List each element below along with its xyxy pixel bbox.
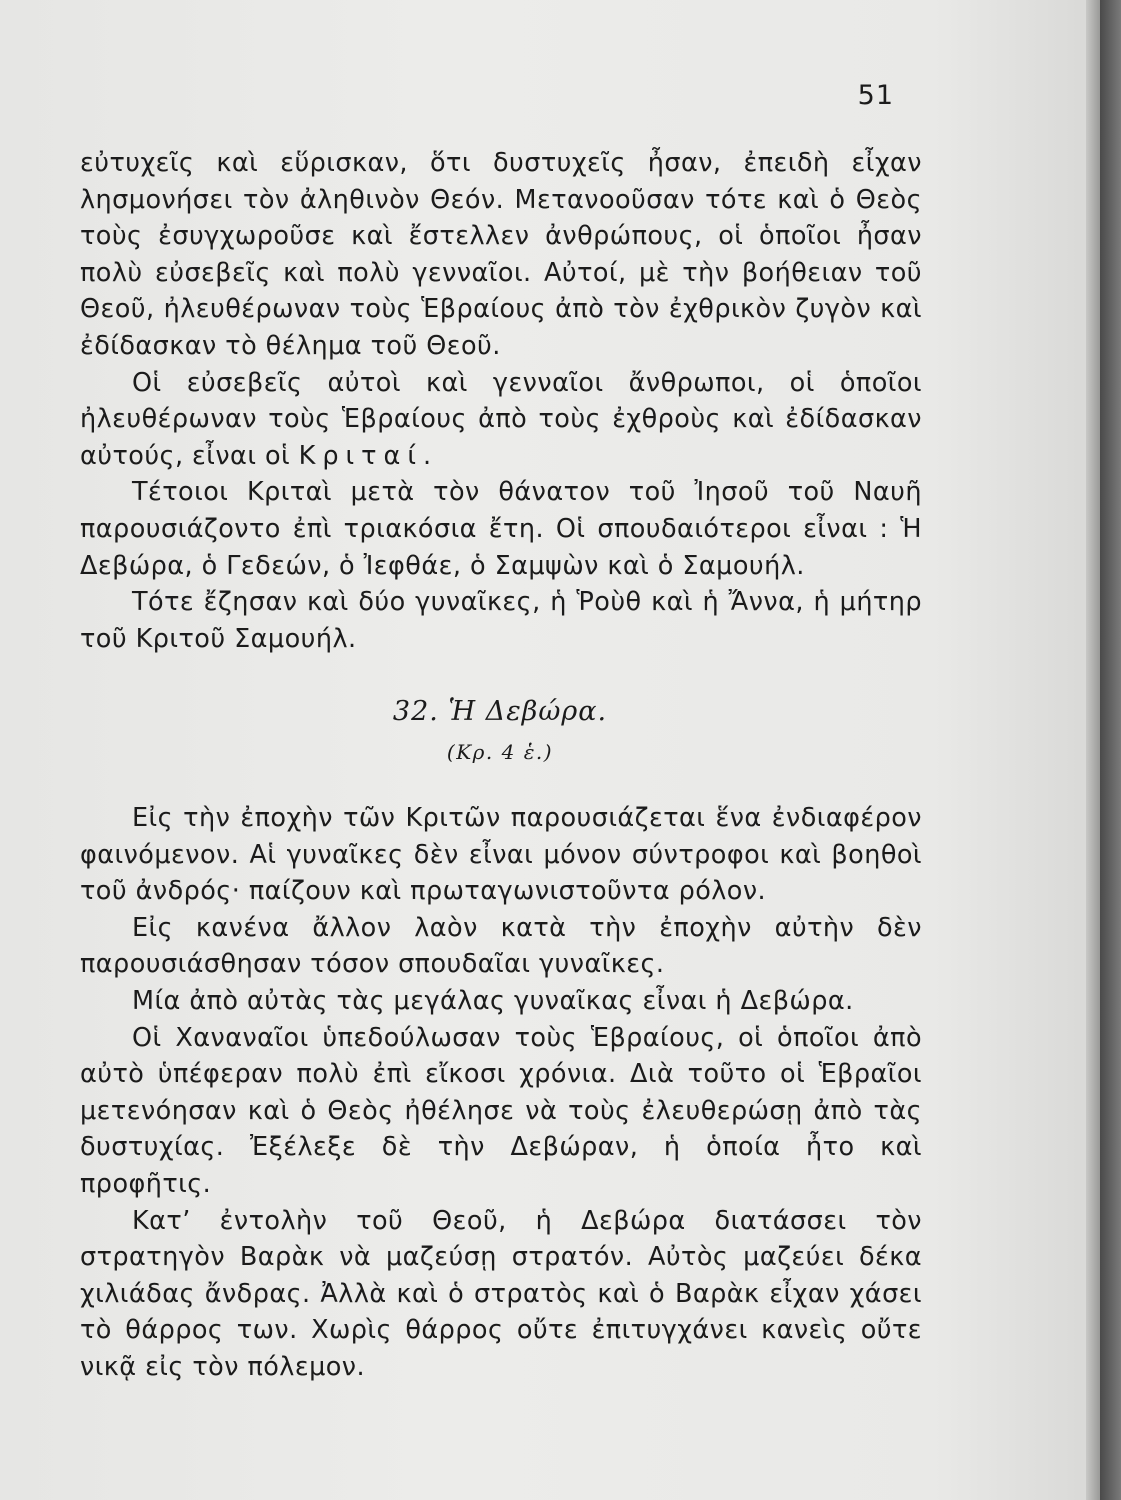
paragraph: εὐτυχεῖς καὶ εὕρισκαν, ὅτι δυστυχεῖς ἦσαν, ἐπειδὴ εἶχαν λησμονήσει τὸν ἀληθινὸν Θεόν. Μετανοοῦσαν τότε καὶ ὁ Θεὸς τοὺς ἐσυγχωροῦσε καὶ ἔστελλεν ἀνθρώπους, οἱ ὁποῖοι ἦσαν πολὺ εὐσεβεῖς καὶ πολὺ γενναῖοι. Αὐτοί, μὲ τὴν βοήθειαν τοῦ Θεοῦ, ἠλευθέρωναν τοὺς Ἑβραίους ἀπὸ τὸν ἐχθρικὸν ζυγὸν καὶ ἐδίδασκαν τὸ θέλημα τοῦ Θεοῦ. xyxy=(80,148,922,361)
paragraph-text: Οἱ εὐσεβεῖς αὐτοὶ καὶ γενναῖοι ἄνθρωποι, οἱ ὁποῖοι ἠλευθέρωναν τοὺς Ἑβραίους ἀπὸ τοὺς ἐχθροὺς καὶ ἐδίδασκαν αὐτούς, εἶναι οἱ xyxy=(80,367,922,471)
page-number: 51 xyxy=(857,80,894,111)
paragraph: Εἰς κανένα ἄλλον λαὸν κατὰ τὴν ἐποχὴν αὐτὴν δὲν παρουσιάσθησαν τόσον σπουδαῖαι γυναῖκες. xyxy=(80,912,922,980)
page-edge-shadow xyxy=(1086,0,1100,1500)
paragraph: Μία ἀπὸ αὐτὰς τὰς μεγάλας γυναῖκας εἶναι ἡ Δεβώρα. xyxy=(132,985,854,1016)
paragraph: Κατ’ ἐντολὴν τοῦ Θεοῦ, ἡ Δεβώρα διατάσσει τὸν στρατηγὸν Βαρὰκ νὰ μαζεύσῃ στρατόν. Αὐτὸς μαζεύει δέκα χιλιάδας ἄνδρας. Ἀλλὰ καὶ ὁ στρατὸς καὶ ὁ Βαρὰκ εἶχαν χάσει τὸ θάρρος των. Χωρὶς θάρρος οὔτε ἐπιτυγχάνει κανεὶς οὔτε νικᾷ εἰς τὸν πόλεμον. xyxy=(80,1205,922,1382)
spaced-term: Κριταί xyxy=(298,440,423,471)
paragraph xyxy=(80,365,922,475)
text-section-2 xyxy=(80,800,922,1386)
paragraph: Τότε ἔζησαν καὶ δύο γυναῖκες, ἡ Ῥοὺθ καὶ ἡ Ἄννα, ἡ μήτηρ τοῦ Κριτοῦ Σαμουήλ. xyxy=(80,587,922,654)
section-heading: 32. Ἡ Δεβώρα. xyxy=(392,696,608,727)
paragraph-end: . xyxy=(422,440,432,471)
paragraph: Τέτοιοι Κριταὶ μετὰ τὸν θάνατον τοῦ Ἰησοῦ τοῦ Ναυῆ παρουσιάζοντο ἐπὶ τριακόσια ἔτη. Οἱ σπουδαιότεροι εἶναι : Ἡ Δεβώρα, ὁ Γεδεών, ὁ Ἰεφθάε, ὁ Σαμψὼν καὶ ὁ Σαμουήλ. xyxy=(80,477,922,581)
scan-background-strip xyxy=(1100,0,1121,1500)
text-section-1 xyxy=(80,145,922,657)
scripture-reference: (Κρ. 4 ἑ.) xyxy=(446,740,554,764)
paragraph: Εἰς τὴν ἐποχὴν τῶν Κριτῶν παρουσιάζεται ἕνα ἐνδιαφέρον φαινόμενον. Αἱ γυναῖκες δὲν εἶναι μόνον σύντροφοι καὶ βοηθοὶ τοῦ ἀνδρός· παίζουν καὶ πρωταγωνιστοῦντα ρόλον. xyxy=(80,803,922,907)
paragraph: Οἱ Χαναναῖοι ὑπεδούλωσαν τοὺς Ἑβραίους, οἱ ὁποῖοι ἀπὸ αὐτὸ ὑπέφεραν πολὺ ἐπὶ εἴκοσι χρόνια. Διὰ τοῦτο οἱ Ἑβραῖοι μετενόησαν καὶ ὁ Θεὸς ἠθέλησε νὰ τοὺς ἐλευθερώσῃ ἀπὸ τὰς δυστυχίας. Ἐξέλεξε δὲ τὴν Δεβώραν, ἡ ὁποία ἦτο καὶ προφῆτις. xyxy=(80,1022,922,1199)
